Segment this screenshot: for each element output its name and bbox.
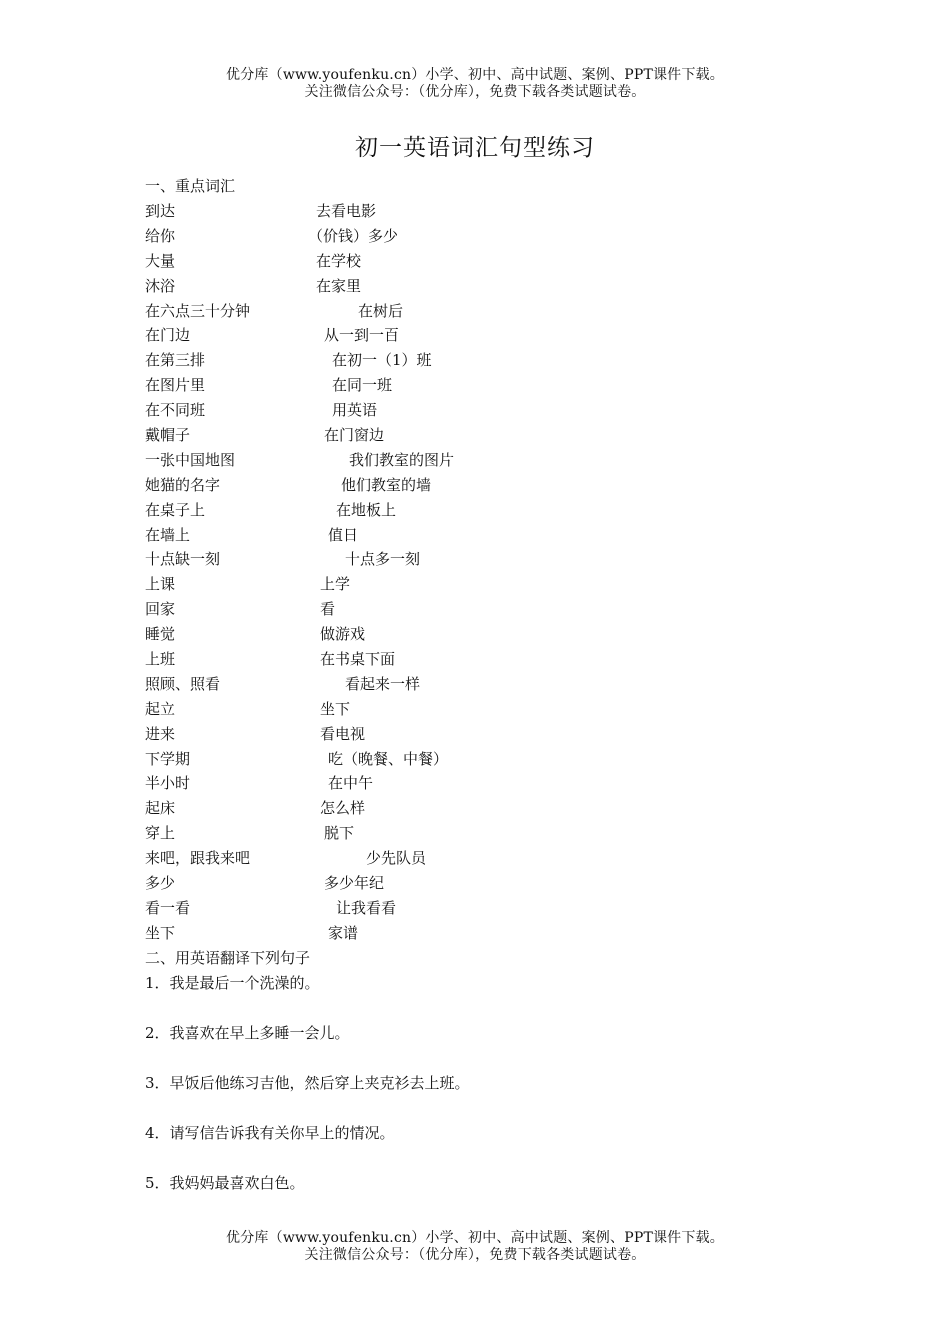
translation-item: 2．我喜欢在早上多睡一会儿。 <box>145 1023 350 1042</box>
vocab-right-term: 在地板上 <box>336 500 397 519</box>
vocab-row <box>145 398 845 423</box>
vocab-row <box>145 323 845 348</box>
vocab-right-term: 在中午 <box>328 774 374 793</box>
vocab-left-term: 照顾、照看 <box>145 674 221 693</box>
vocab-right-term: 做游戏 <box>320 625 366 644</box>
vocab-left-term: 在第三排 <box>145 351 206 370</box>
header-line-2: 关注微信公众号：（优分库），免费下载各类试题试卷。 <box>304 84 646 100</box>
vocab-right-term: 十点多一刻 <box>345 550 421 569</box>
vocab-right-term: 他们教室的墙 <box>341 475 432 494</box>
section-1-heading: 一、重点词汇 <box>145 177 236 195</box>
vocab-right-term: 少先队员 <box>366 849 427 868</box>
vocab-right-term: 让我看看 <box>336 898 397 917</box>
translation-item: 3．早饭后他练习吉他，然后穿上夹克衫去上班。 <box>145 1073 470 1092</box>
vocab-row <box>145 672 845 697</box>
vocab-left-term: 在桌子上 <box>145 500 206 519</box>
vocab-left-term: 她猫的名字 <box>145 475 221 494</box>
vocab-right-term: 用英语 <box>332 401 378 420</box>
vocab-left-term: 上班 <box>145 650 176 669</box>
vocab-row <box>145 796 845 821</box>
vocab-row <box>145 747 845 772</box>
vocab-left-term: 起立 <box>145 699 176 718</box>
page-header <box>0 67 950 101</box>
vocab-list <box>145 199 845 946</box>
document-body <box>145 174 845 1221</box>
vocab-left-term: 在门边 <box>145 326 191 345</box>
vocab-right-term: 看 <box>320 600 336 619</box>
vocab-left-term: 在墙上 <box>145 525 191 544</box>
vocab-row <box>145 722 845 747</box>
page-title: 初一英语词汇句型练习 <box>355 135 595 161</box>
vocab-left-term: 回家 <box>145 600 176 619</box>
vocab-right-term: 值日 <box>328 525 359 544</box>
vocab-left-term: 十点缺一刻 <box>145 550 221 569</box>
vocab-left-term: 一张中国地图 <box>145 450 236 469</box>
vocab-row <box>145 896 845 921</box>
vocab-right-term: 在门窗边 <box>324 426 385 445</box>
vocab-row <box>145 473 845 498</box>
vocab-row <box>145 647 845 672</box>
vocab-row <box>145 846 845 871</box>
footer-line-2: 关注微信公众号：（优分库），免费下载各类试题试卷。 <box>304 1247 646 1263</box>
vocab-right-term: 坐下 <box>320 699 351 718</box>
vocab-right-term: 我们教室的图片 <box>349 450 455 469</box>
vocab-right-term: 怎么样 <box>320 799 366 818</box>
vocab-right-term: 家谱 <box>328 923 359 942</box>
vocab-left-term: 下学期 <box>145 749 191 768</box>
vocab-row <box>145 921 845 946</box>
vocab-row <box>145 523 845 548</box>
vocab-row <box>145 871 845 896</box>
vocab-left-term: 沐浴 <box>145 276 176 295</box>
vocab-row <box>145 498 845 523</box>
vocab-row <box>145 224 845 249</box>
translation-item: 4．请写信告诉我有关你早上的情况。 <box>145 1123 395 1142</box>
vocab-row <box>145 299 845 324</box>
sentence-list <box>145 971 845 1221</box>
vocab-left-term: 起床 <box>145 799 176 818</box>
vocab-row <box>145 597 845 622</box>
vocab-row <box>145 821 845 846</box>
page-footer <box>0 1230 950 1264</box>
vocab-right-term: 从一到一百 <box>324 326 400 345</box>
vocab-row <box>145 199 845 224</box>
vocab-row <box>145 448 845 473</box>
vocab-left-term: 给你 <box>145 226 176 245</box>
vocab-right-term: 上学 <box>320 575 351 594</box>
vocab-left-term: 坐下 <box>145 923 176 942</box>
vocab-row <box>145 572 845 597</box>
vocab-left-term: 戴帽子 <box>145 426 191 445</box>
vocab-right-term: 在学校 <box>316 251 362 270</box>
vocab-right-term: （价钱）多少 <box>308 226 399 245</box>
vocab-row <box>145 348 845 373</box>
vocab-right-term: 看电视 <box>320 724 366 743</box>
vocab-left-term: 穿上 <box>145 824 176 843</box>
vocab-row <box>145 547 845 572</box>
vocab-right-term: 脱下 <box>324 824 355 843</box>
vocab-left-term: 进来 <box>145 724 176 743</box>
vocab-left-term: 多少 <box>145 874 176 893</box>
vocab-right-term: 在家里 <box>316 276 362 295</box>
vocab-left-term: 大量 <box>145 251 176 270</box>
section-2-heading: 二、用英语翻译下列句子 <box>145 948 311 967</box>
vocab-row <box>145 274 845 299</box>
vocab-row <box>145 771 845 796</box>
vocab-row <box>145 697 845 722</box>
vocab-right-term: 去看电影 <box>316 202 377 220</box>
translation-item: 1．我是最后一个洗澡的。 <box>145 973 320 992</box>
vocab-left-term: 来吧，跟我来吧 <box>145 849 251 868</box>
vocab-right-term: 在初一（1）班 <box>332 351 432 370</box>
vocab-row <box>145 622 845 647</box>
vocab-left-term: 在六点三十分钟 <box>145 301 251 320</box>
vocab-right-term: 在同一班 <box>332 376 393 395</box>
vocab-right-term: 多少年纪 <box>324 874 385 893</box>
vocab-right-term: 看起来一样 <box>345 674 421 693</box>
vocab-row <box>145 249 845 274</box>
vocab-right-term: 在树后 <box>358 301 404 320</box>
vocab-left-term: 睡觉 <box>145 625 176 644</box>
vocab-left-term: 看一看 <box>145 898 191 917</box>
footer-line-1: 优分库（www.youfenku.cn）小学、初中、高中试题、案例、PPT课件下载。 <box>226 1230 724 1246</box>
vocab-left-term: 在不同班 <box>145 401 206 420</box>
vocab-left-term: 半小时 <box>145 774 191 793</box>
vocab-left-term: 在图片里 <box>145 376 206 395</box>
vocab-left-term: 上课 <box>145 575 176 594</box>
vocab-right-term: 吃（晚餐、中餐） <box>328 749 449 768</box>
header-line-1: 优分库（www.youfenku.cn）小学、初中、高中试题、案例、PPT课件下载。 <box>226 67 724 83</box>
vocab-right-term: 在书桌下面 <box>320 650 396 669</box>
translation-item: 5．我妈妈最喜欢白色。 <box>145 1173 305 1192</box>
vocab-left-term: 到达 <box>145 202 176 220</box>
vocab-row <box>145 373 845 398</box>
vocab-row <box>145 423 845 448</box>
